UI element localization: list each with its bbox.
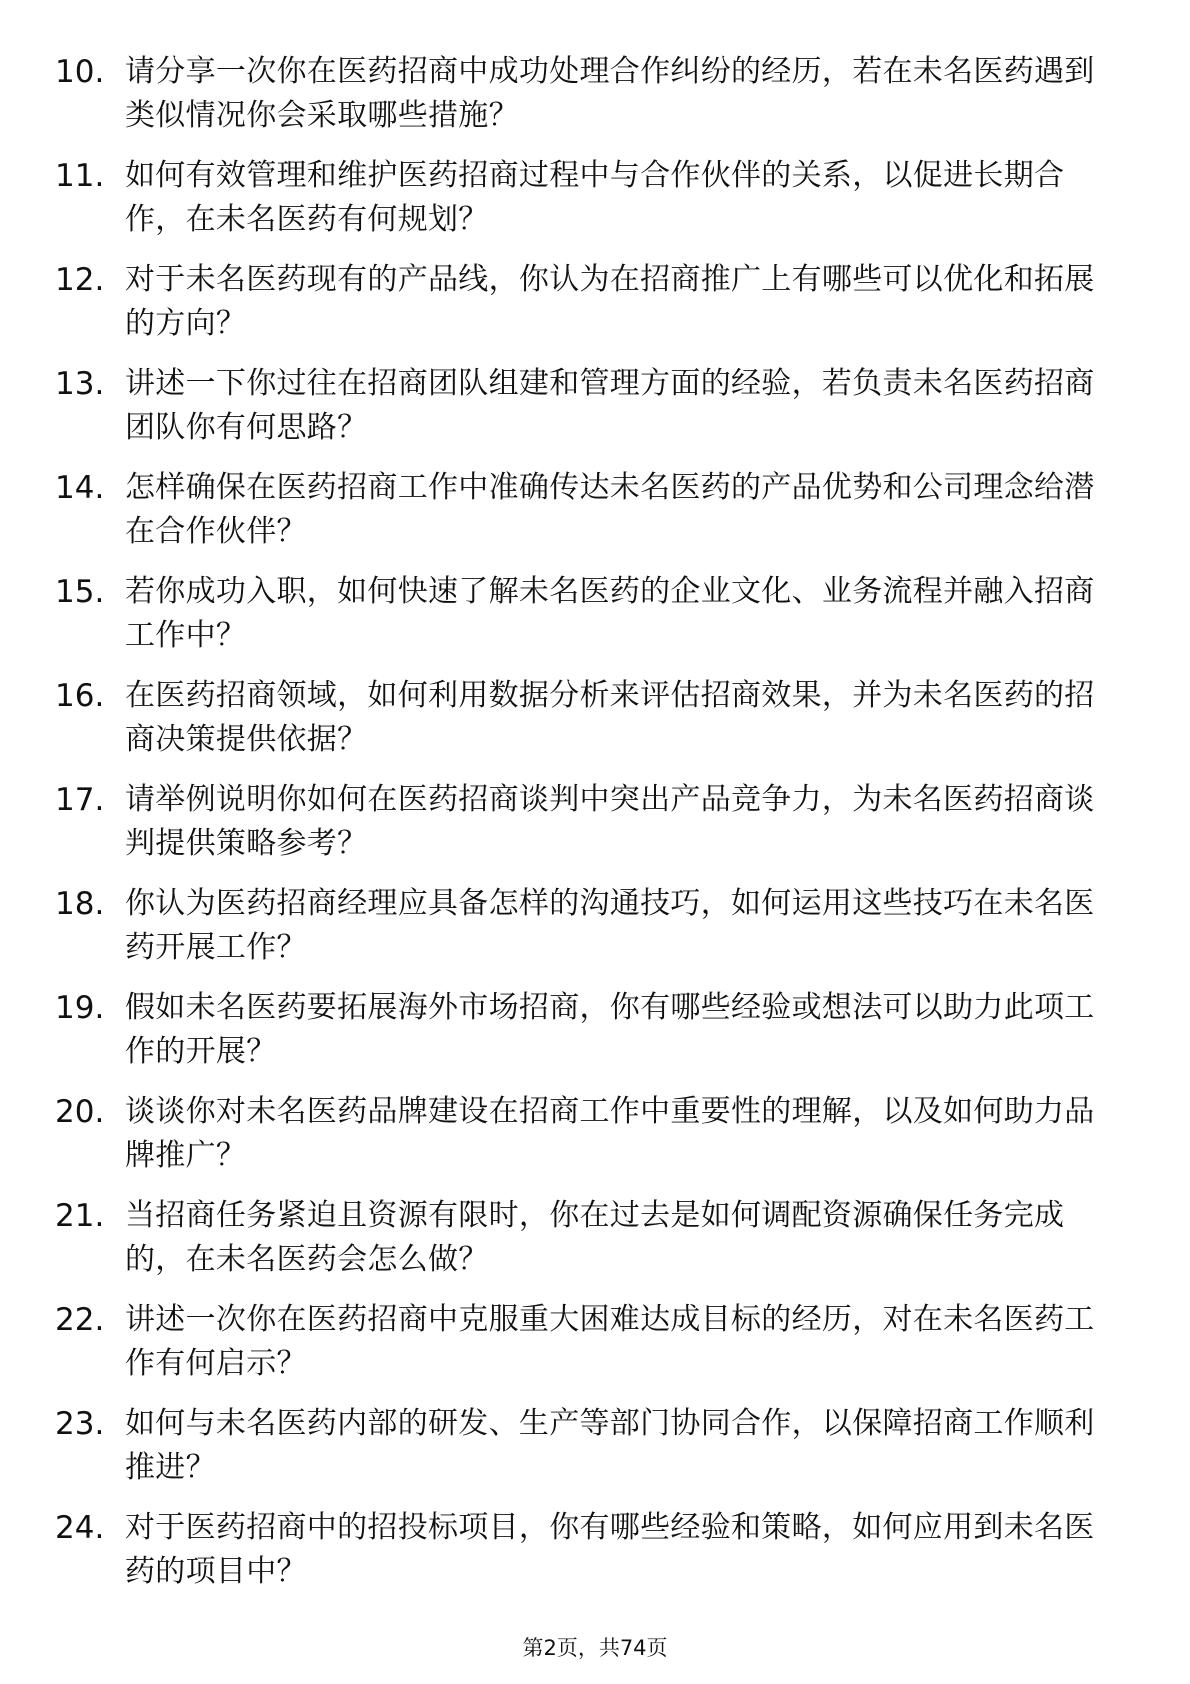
question-text: 当招商任务紧迫且资源有限时，你在过去是如何调配资源确保任务完成的，在未名医药会怎么做？ (125, 1198, 1065, 1277)
question-text: 对于医药招商中的招投标项目，你有哪些经验和策略，如何应用到未名医药的项目中？ (125, 1510, 1095, 1589)
question-text: 假如未名医药要拓展海外市场招商，你有哪些经验或想法可以助力此项工作的开展？ (125, 990, 1095, 1069)
question-text: 对于未名医药现有的产品线，你认为在招商推广上有哪些可以优化和拓展的方向？ (125, 262, 1095, 341)
question-item (55, 154, 1115, 258)
question-text: 请举例说明你如何在医药招商谈判中突出产品竞争力，为未名医药招商谈判提供策略参考？ (125, 782, 1095, 861)
question-number: 16. (55, 678, 105, 714)
question-number: 11. (55, 158, 105, 194)
question-item (55, 778, 1115, 882)
question-text: 在医药招商领域，如何利用数据分析来评估招商效果，并为未名医药的招商决策提供依据？ (125, 678, 1095, 757)
question-number: 20. (55, 1094, 105, 1130)
question-item (55, 1298, 1115, 1402)
question-item (55, 466, 1115, 570)
question-number: 15. (55, 574, 105, 610)
question-number: 18. (55, 886, 105, 922)
question-number: 21. (55, 1198, 105, 1234)
question-item (55, 258, 1115, 362)
question-number: 17. (55, 782, 105, 818)
question-text: 你认为医药招商经理应具备怎样的沟通技巧，如何运用这些技巧在未名医药开展工作？ (125, 886, 1095, 965)
question-item (55, 882, 1115, 986)
question-item (55, 1194, 1115, 1298)
question-number: 23. (55, 1406, 105, 1442)
question-number: 22. (55, 1302, 105, 1338)
question-text: 怎样确保在医药招商工作中准确传达未名医药的产品优势和公司理念给潜在合作伙伴？ (125, 470, 1095, 549)
question-number: 19. (55, 990, 105, 1026)
question-text: 若你成功入职，如何快速了解未名医药的企业文化、业务流程并融入招商工作中？ (125, 574, 1095, 653)
question-number: 24. (55, 1510, 105, 1546)
question-item (55, 570, 1115, 674)
question-item (55, 1090, 1115, 1194)
question-item (55, 362, 1115, 466)
question-item (55, 1402, 1115, 1506)
question-item (55, 986, 1115, 1090)
question-item (55, 674, 1115, 778)
question-number: 10. (55, 54, 105, 90)
question-number: 14. (55, 470, 105, 506)
question-text: 讲述一下你过往在招商团队组建和管理方面的经验，若负责未名医药招商团队你有何思路？ (125, 366, 1095, 445)
question-list (55, 50, 1115, 1610)
question-text: 如何有效管理和维护医药招商过程中与合作伙伴的关系，以促进长期合作，在未名医药有何规划？ (125, 158, 1065, 237)
question-text: 谈谈你对未名医药品牌建设在招商工作中重要性的理解，以及如何助力品牌推广？ (125, 1094, 1095, 1173)
question-text: 讲述一次你在医药招商中克服重大困难达成目标的经历，对在未名医药工作有何启示？ (125, 1302, 1095, 1381)
question-item (55, 1506, 1115, 1610)
question-number: 13. (55, 366, 105, 402)
question-number: 12. (55, 262, 105, 298)
page-indicator: 第2页，共74页 (522, 1636, 668, 1660)
question-text: 请分享一次你在医药招商中成功处理合作纠纷的经历，若在未名医药遇到类似情况你会采取哪些措施？ (125, 54, 1095, 133)
question-text: 如何与未名医药内部的研发、生产等部门协同合作，以保障招商工作顺利推进？ (125, 1406, 1095, 1485)
question-item (55, 50, 1115, 154)
